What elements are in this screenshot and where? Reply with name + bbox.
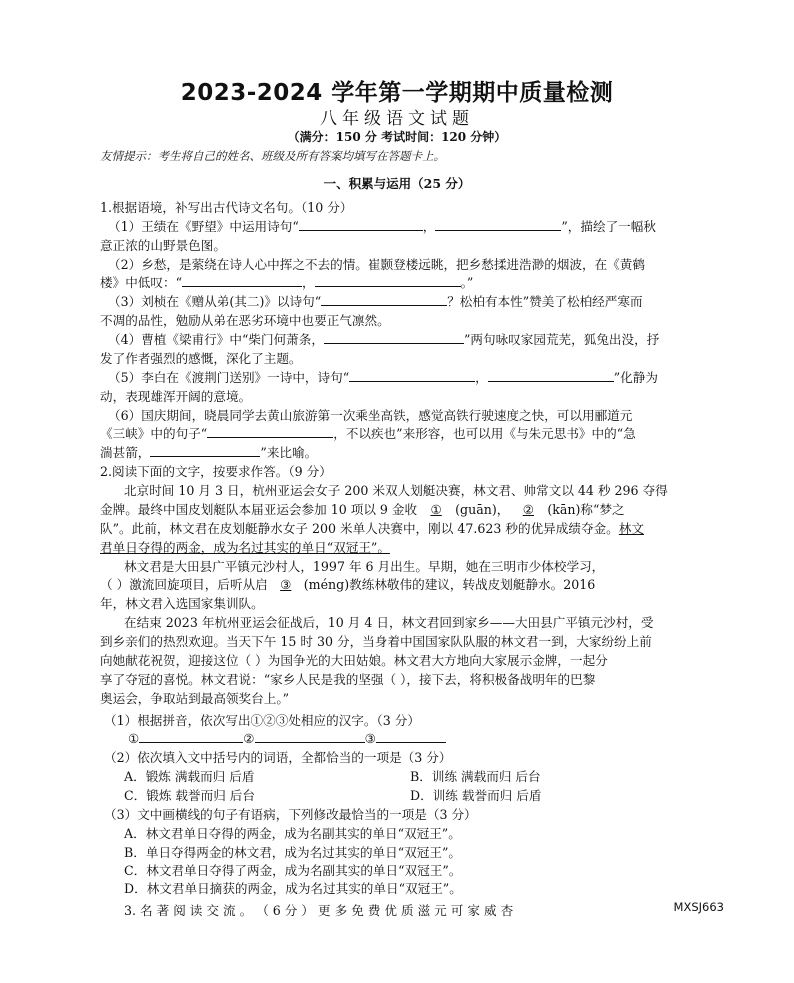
sub-question-1-answers [100,730,728,748]
sub-q3-option-a: A．林文君单日夺得的两金，成为名副其实的单日“双冠王”。 [124,826,461,841]
answer-blank [315,274,461,287]
q1-item-6-cont2 [100,444,700,462]
q1-item-6-cont [100,425,700,443]
exam-meta: （满分：150 分 考试时间：120 分钟） [287,130,507,144]
q1-item-5-cont: 动，表现雄浑开阔的意境。 [100,389,252,404]
option-row-1 [100,768,724,786]
answer-blank [150,444,260,457]
option-b: B．训练 满载而归 后台 [410,769,541,784]
pinyin-1: (guān)， [455,502,510,517]
option-d: D．训练 载誉而归 后盾 [410,788,542,803]
question-1-heading: 1.根据语境，补写出古代诗文名句。（10 分） [100,200,353,215]
underlined-sentence: 君单日夺得的两金，成为名过其实的单日“双冠王”。 [100,540,390,555]
answer-blank [488,369,614,382]
answer-blank [207,425,333,438]
blank-1-label: ① [430,502,442,517]
answer-2-label: ② [243,731,255,746]
q1-5-text-c: ”化静为 [613,370,658,385]
q1-item-5 [100,369,700,387]
q1-item-1 [100,218,700,236]
pinyin-2: (kān)称“梦之 [547,502,625,517]
passage-para-2: 林文君是大田县广平镇元沙村人，1997 年 6 月出生。早期，她在三明市少体校学习， [124,559,605,574]
answer-blank [299,218,423,231]
blank-3 [268,576,304,594]
passage-para-1-cont [100,501,700,519]
sub-q3-option-c: C．林文君单日夺得了两金，成为名副其实的单日“双冠王”。 [124,863,462,878]
section-1-title: 一、积累与运用（25 分） [323,176,471,191]
q1-4-text-a: （4）曹植《梁甫行》中“柴门何萧条， [108,332,324,347]
sub-q3-option-b: B．单日夺得两金的林文君，成为名过其实的单日“双冠王”。 [124,845,461,860]
question-2-heading: 2.阅读下面的文字，按要求作答。（9 分） [100,464,332,479]
option-c: C．锻炼 载誉而归 后台 [124,788,255,803]
answer-blank [349,369,475,382]
passage-para-1: 北京时间 10 月 3 日，杭州亚运会女子 200 米双人划艇决赛，林文君、帅常文以 44 秒 296 夺得 [124,483,668,498]
passage-para-3-cont4: 奥运会，争取站到最高领奖台上。” [100,691,290,706]
passage-para-3: 在结束 2023 年杭州亚运会征战后，10 月 4 日，林文君回到家乡——大田县广平镇元沙村，受 [124,615,654,630]
q1-item-2-cont [100,274,700,292]
q1-6-text-d: ”来比喻。 [260,445,318,460]
q1-2-text-b: ， [302,275,315,290]
passage-para-2-cont [100,576,700,594]
friendly-notice: 友情提示：考生将自己的姓名、班级及所有答案均填写在答题卡上。 [100,149,445,163]
passage-para-1-cont2 [100,520,700,538]
exam-subtitle: 八年级语文试题 [320,109,474,129]
passage-para-3-cont: 到乡亲们的热烈欢迎。当天下午 15 时 30 分，当身着中国国家队队服的林文君一到，大家纷纷上前 [100,634,652,649]
q1-1-text-a: （1）王绩在《野望》中运用诗句“ [108,219,299,234]
answer-3-label: ③ [364,731,376,746]
underlined-sentence-start: 林文 [618,521,644,536]
answer-blank [324,331,464,344]
answer-blank [321,293,447,306]
answer-blank [139,730,243,743]
q1-item-3-cont: 不凋的品性，勉励从弟在恶劣环境中也要正气凛然。 [100,313,390,328]
q1-2-text-c: 。” [460,275,474,290]
q1-item-4-cont: 发了作者强烈的感慨，深化了主题。 [100,351,302,366]
q1-5-text-a: （5）李白在《渡荆门送别》一诗中，诗句“ [108,370,350,385]
answer-1-label: ① [128,731,140,746]
q1-6-text-a: 《三峡》中的句子“ [100,426,208,441]
q1-item-4 [100,331,700,349]
passage-para-2-cont2: 年，林文君入选国家集训队。 [100,596,264,611]
q1-1-text-b: ， [422,219,436,234]
q1-6-text-b: ，不以疾也”来形容，也可以用《与朱元思书》中的“急 [333,426,636,441]
q1-6-text-c: 湍甚箭， [100,445,151,460]
passage-para-3-cont3: 享了夺冠的喜悦。林文君说：“家乡人民是我的坚强（ ），接下去，将积极备战明年的巴黎 [100,672,596,687]
q1-item-1-cont: 意正浓的山野景色图。 [100,238,226,253]
sub-question-2: （2）依次填入文中括号内的词语，全都恰当的一项是（3 分） [104,750,452,765]
q1-4-text-b: ”两句咏叹家园荒芜，狐兔出没，抒 [463,332,660,347]
q1-3-text-a: （3）刘桢在《赠从弟(其二)》以诗句“ [108,294,322,309]
answer-blank [376,730,446,743]
q1-item-6: （6）国庆期间，晓晨同学去黄山旅游第一次乘坐高铁，感觉高铁行驶速度之快，可以用郦道元 [108,408,633,423]
passage-text: （ ）激流回旋项目，后听从启 [100,577,268,592]
question-3-heading: 3. 名 著 阅 读 交 流 。 （ 6 分 ） 更 多 免 费 优 质 滋 元 可 家 威 杏 [124,903,514,918]
answer-blank [182,274,302,287]
q1-1-text-c: ”，描绘了一幅秋 [561,219,656,234]
q1-item-2: （2）乡愁，是萦绕在诗人心中挥之不去的情。崔颢登楼远眺，把乡愁揉进浩渺的烟波，在《黄鹤 [108,257,645,272]
blank-1 [417,501,455,519]
blank-3-label: ③ [280,577,292,592]
option-a: A．锻炼 满载而归 后盾 [124,769,255,784]
blank-2 [509,501,547,519]
answer-blank [255,730,365,743]
pinyin-3: (méng)教练林敬伟的建议，转战皮划艇静水。2016 [303,577,596,592]
q1-5-text-b: ， [475,370,488,385]
sub-question-3: （3）文中画横线的句子有语病，下列修改最恰当的一项是（3 分） [104,807,477,822]
passage-para-3-cont2: 向她献花祝贺，迎接这位（ ）为国争光的大田姑娘。林文君大方地向大家展示金牌，一起分 [100,653,608,668]
passage-text: 金牌。最终中国皮划艇队本届亚运会参加 10 项以 9 金收 [100,502,418,517]
answer-blank [435,218,561,231]
option-row-2 [100,787,724,805]
q1-item-3 [100,293,700,311]
question-3-footer [100,900,724,919]
passage-text: 队”。此前，林文君在皮划艇静水女子 200 米单人决赛中，刚以 47.623 秒的优异成绩夺金。 [100,521,619,536]
blank-2-label: ② [522,502,534,517]
sub-question-1: （1）根据拼音，依次写出①②③处相应的汉字。（3 分） [104,713,420,728]
watermark-code: MXSJ663 [673,900,724,914]
exam-title: 2023-2024 学年第一学期期中质量检测 [180,80,614,106]
sub-q3-option-d: D．林文君单日摘获的两金，成为名过其实的单日“双冠王”。 [124,881,462,896]
q1-2-text-a: 楼》中低叹：“ [100,275,183,290]
q1-3-text-b: ？松柏有本性”赞美了松柏经严寒而 [447,294,643,309]
